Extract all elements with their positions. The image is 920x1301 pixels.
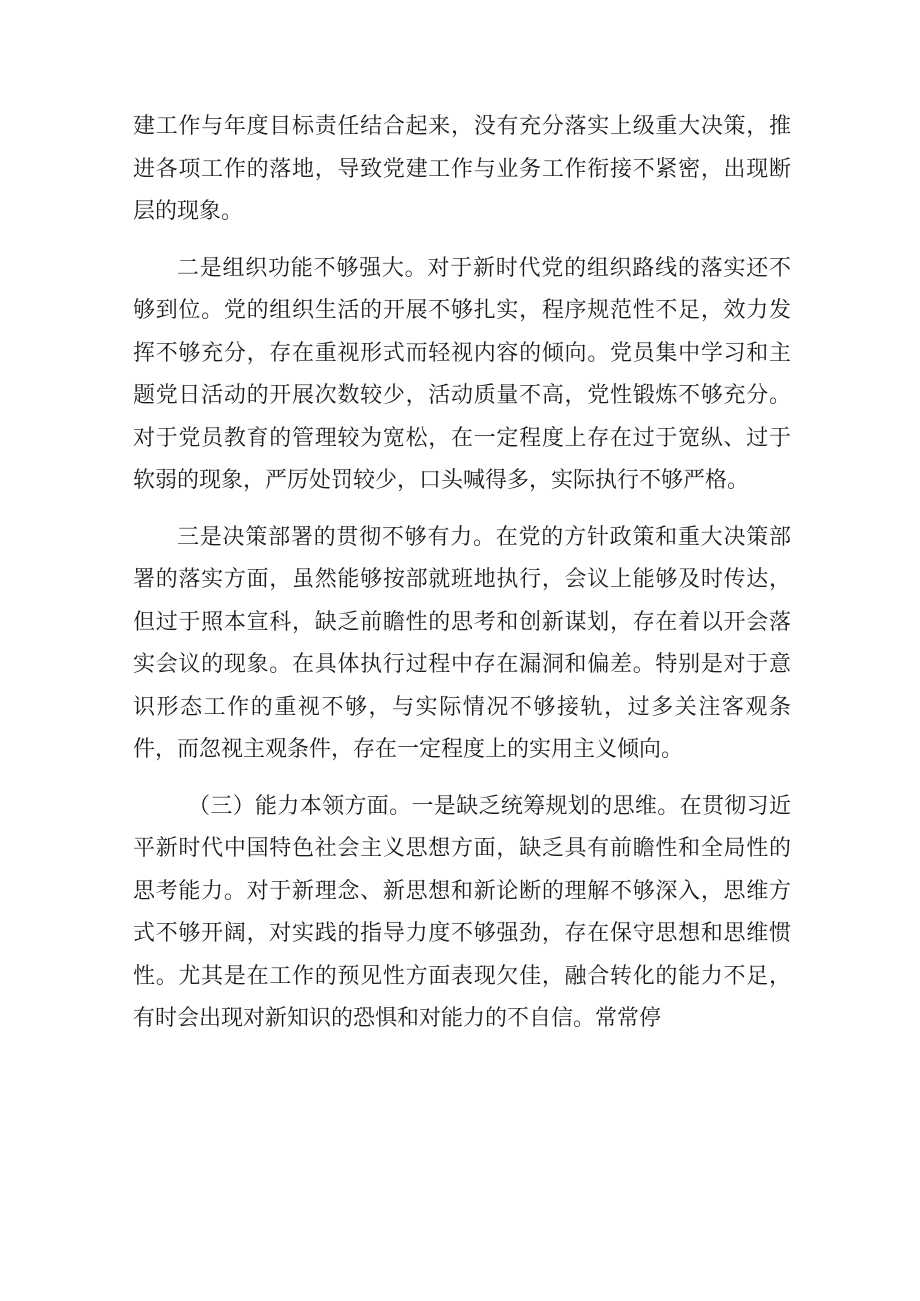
paragraph-ability-section: （三）能力本领方面。一是缺乏统筹规划的思维。在贯彻习近平新时代中国特色社会主义思想方面，缺乏具有前瞻性和全局性的思考能力。对于新理念、新思想和新论断的理解不够深入，思维方式不够开阔，对实践的指导力度不够强劲，存在保守思想和思维惯性。尤其是在工作的预见性方面表现欠佳，融合转化的能力不足，有时会出现对新知识的恐惧和对能力的不自信。常常停	[133, 793, 791, 1031]
paragraph-organization-function: 二是组织功能不够强大。对于新时代党的组织路线的落实还不够到位。党的组织生活的开展不够扎实，程序规范性不足，效力发挥不够充分，存在重视形式而轻视内容的倾向。党员集中学习和主题党日活动的开展次数较少，活动质量不高，党性锻炼不够充分。对于党员教育的管理较为宽松，在一定程度上存在过于宽纵、过于软弱的现象，严厉处罚较少，口头喊得多，实际执行不够严格。	[133, 255, 791, 493]
paragraph-decision-implementation: 三是决策部署的贯彻不够有力。在党的方针政策和重大决策部署的落实方面，虽然能够按部就班地执行，会议上能够及时传达，但过于照本宣科，缺乏前瞻性的思考和创新谋划，存在着以开会落实会议的现象。在具体执行过程中存在漏洞和偏差。特别是对于意识形态工作的重视不够，与实际情况不够接轨，过多关注客观条件，而忽视主观条件，存在一定程度上的实用主义倾向。	[133, 524, 791, 762]
paragraph-continuation: 建工作与年度目标责任结合起来，没有充分落实上级重大决策，推进各项工作的落地，导致党建工作与业务工作衔接不紧密，出现断层的现象。	[133, 114, 791, 224]
document-body	[133, 106, 791, 1055]
